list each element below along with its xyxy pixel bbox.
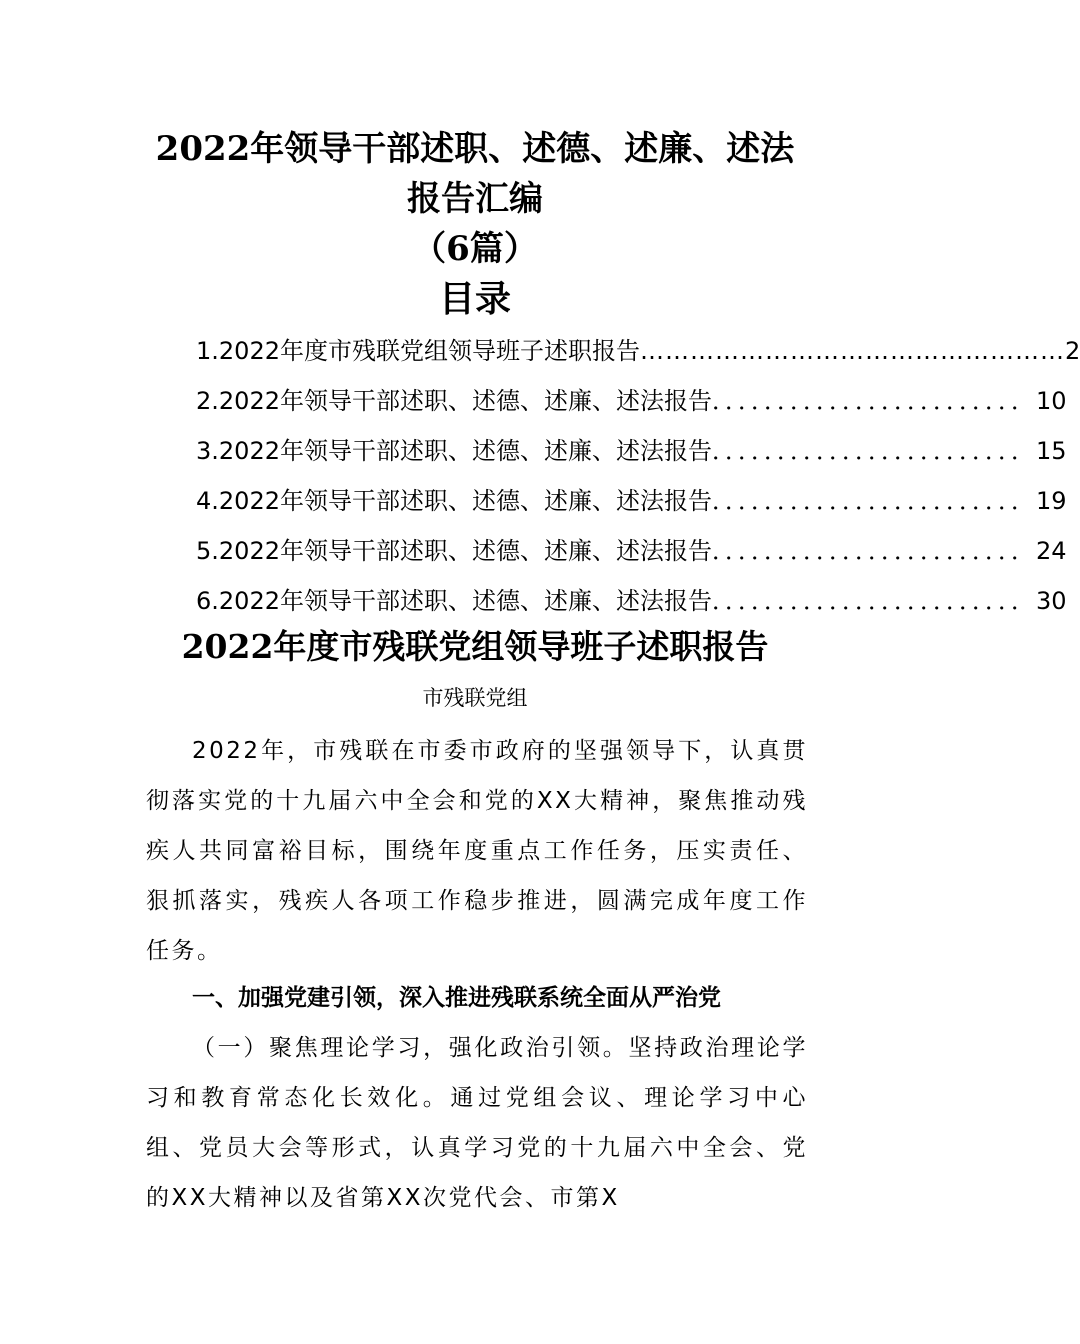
toc-entry-2[interactable] (196, 380, 1067, 430)
toc-entry-text: 2.2022年领导干部述职、述德、述廉、述法报告 (196, 387, 712, 415)
toc-entry-leader: ．．．．．．．．．．．．．．．．．．．．．．．． (711, 487, 1036, 515)
toc-entry-4[interactable] (196, 480, 1067, 530)
toc-entry-page: 19 (1035, 487, 1067, 515)
toc-entry-page: 10 (1035, 387, 1067, 415)
toc-entry-text: 4.2022年领导干部述职、述德、述廉、述法报告 (196, 487, 712, 515)
toc-entry-page: 24 (1035, 537, 1067, 565)
toc-entry-6[interactable] (196, 580, 1067, 630)
toc-entry-leader: ．．．．．．．．．．．．．．．．．．．．．．．． (711, 437, 1036, 465)
toc-entry-text: 6.2022年领导干部述职、述德、述廉、述法报告 (196, 587, 712, 615)
body-paragraph-1: 2022年，市残联在市委市政府的坚强领导下，认真贯彻落实党的十九届六中全会和党的XX大精神，聚焦推动残疾人共同富裕目标，围绕年度重点工作任务，压实责任、狠抓落实，残疾人各项工作稳步推进，圆满完成年度工作任务。 (146, 738, 808, 964)
toc-entry-text: 3.2022年领导干部述职、述德、述廉、述法报告 (196, 437, 712, 465)
document-title-line3: （6篇） (412, 229, 538, 269)
toc-entry-3[interactable] (196, 430, 1067, 480)
toc-entry-leader: ．．．．．．．．．．．．．．．．．．．．．．．． (711, 587, 1036, 615)
table-of-contents (196, 330, 1080, 630)
toc-entry-page: 15 (1035, 437, 1067, 465)
toc-entry-leader: …………………………………………… (639, 337, 1065, 365)
toc-entry-1[interactable] (196, 330, 1080, 380)
document-title-line1: 2022年领导干部述职、述德、述廉、述法 (155, 129, 795, 169)
toc-heading: 目录 (438, 278, 511, 320)
document-title-line2: 报告汇编 (407, 179, 543, 219)
toc-entry-leader: ．．．．．．．．．．．．．．．．．．．．．．．． (711, 537, 1036, 565)
toc-entry-page: 30 (1035, 587, 1067, 615)
toc-entry-5[interactable] (196, 530, 1067, 580)
toc-entry-text: 5.2022年领导干部述职、述德、述廉、述法报告 (196, 537, 712, 565)
report-author: 市残联党组 (422, 686, 528, 710)
toc-entry-leader: ．．．．．．．．．．．．．．．．．．．．．．．． (711, 387, 1036, 415)
body-paragraph-2: （一）聚焦理论学习，强化政治引领。坚持政治理论学习和教育常态化长效化。通过党组会议、理论学习中心组、党员大会等形式，认真学习党的十九届六中全会、党的XX大精神以及省第XX次党代会、市第X (146, 1035, 808, 1211)
section-heading-1: 一、加强党建引领，深入推进残联系统全面从严治党 (192, 985, 721, 1011)
toc-entry-text: 1.2022年度市残联党组领导班子述职报告 (196, 337, 640, 365)
toc-entry-page: 2 (1064, 337, 1080, 365)
report-title: 2022年度市残联党组领导班子述职报告 (181, 627, 769, 666)
